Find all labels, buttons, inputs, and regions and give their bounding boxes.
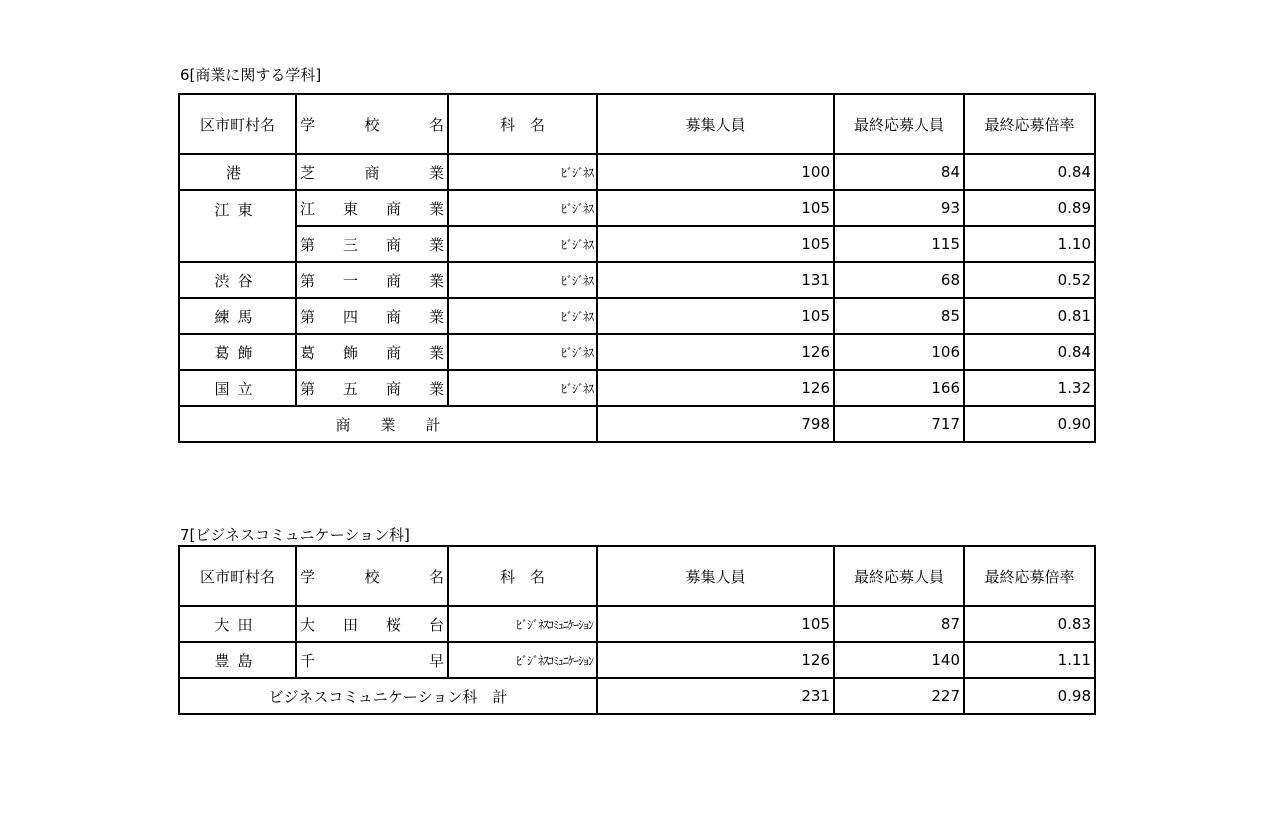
header-applicants: 最終応募人員 [834,546,964,606]
capacity-cell: 126 [597,370,834,406]
header-school [296,546,448,606]
school-cell [296,606,448,642]
header-municipality: 区市町村名 [179,546,296,606]
subject-cell: ﾋﾞｼﾞﾈｽ [448,334,597,370]
school-name: 芝商業 [300,163,444,182]
header-row [179,546,1095,606]
total-capacity: 798 [597,406,834,442]
commerce-table [178,93,1096,443]
school-name: 第三商業 [300,235,444,254]
school-cell [296,154,448,190]
capacity-cell: 105 [597,606,834,642]
subject-cell: ﾋﾞｼﾞﾈｽｺﾐｭﾆｹｰｼｮﾝ [448,642,597,678]
municipality-cell: 国立 [179,370,296,406]
municipality-cell: 江東 [179,190,296,262]
capacity-cell: 100 [597,154,834,190]
subject-cell: ﾋﾞｼﾞﾈｽｺﾐｭﾆｹｰｼｮﾝ [448,606,597,642]
municipality-cell: 豊島 [179,642,296,678]
school-name: 千早 [300,651,444,670]
ratio-cell: 0.83 [964,606,1095,642]
subject-cell: ﾋﾞｼﾞﾈｽ [448,190,597,226]
total-applicants: 227 [834,678,964,714]
total-row [179,406,1095,442]
table-row [179,642,1095,678]
total-applicants: 717 [834,406,964,442]
total-label: 商 業 計 [179,406,597,442]
applicants-cell: 68 [834,262,964,298]
school-cell [296,334,448,370]
subject-cell: ﾋﾞｼﾞﾈｽ [448,262,597,298]
ratio-cell: 0.81 [964,298,1095,334]
applicants-cell: 166 [834,370,964,406]
applicants-cell: 106 [834,334,964,370]
header-capacity: 募集人員 [597,546,834,606]
municipality-cell: 大田 [179,606,296,642]
capacity-cell: 126 [597,334,834,370]
school-name: 学校名 [300,567,444,586]
applicants-cell: 93 [834,190,964,226]
table-row [179,298,1095,334]
school-cell [296,190,448,226]
applicants-cell: 84 [834,154,964,190]
section-6-title: 6[商業に関する学科] [180,66,322,84]
header-applicants: 最終応募人員 [834,94,964,154]
business-communication-table [178,545,1096,715]
capacity-cell: 131 [597,262,834,298]
subject-cell: ﾋﾞｼﾞﾈｽ [448,370,597,406]
header-row [179,94,1095,154]
header-subject: 科 名 [448,94,597,154]
subject-cell: ﾋﾞｼﾞﾈｽ [448,226,597,262]
total-ratio: 0.90 [964,406,1095,442]
section-7-title: 7[ビジネスコミュニケーション科] [180,526,410,544]
school-name: 葛飾商業 [300,343,444,362]
ratio-cell: 1.32 [964,370,1095,406]
ratio-cell: 0.84 [964,154,1095,190]
table-row [179,334,1095,370]
applicants-cell: 87 [834,606,964,642]
header-ratio: 最終応募倍率 [964,94,1095,154]
school-name: 学校名 [300,115,444,134]
school-cell [296,226,448,262]
subject-cell: ﾋﾞｼﾞﾈｽ [448,298,597,334]
school-cell [296,262,448,298]
school-name: 第五商業 [300,379,444,398]
total-ratio: 0.98 [964,678,1095,714]
ratio-cell: 0.89 [964,190,1095,226]
header-capacity: 募集人員 [597,94,834,154]
applicants-cell: 140 [834,642,964,678]
subject-cell: ﾋﾞｼﾞﾈｽ [448,154,597,190]
school-cell [296,370,448,406]
school-name: 第一商業 [300,271,444,290]
ratio-cell: 1.10 [964,226,1095,262]
applicants-cell: 115 [834,226,964,262]
ratio-cell: 0.84 [964,334,1095,370]
municipality-cell: 渋谷 [179,262,296,298]
ratio-cell: 0.52 [964,262,1095,298]
header-school [296,94,448,154]
municipality-cell: 葛飾 [179,334,296,370]
table-row [179,262,1095,298]
total-label: ビジネスコミュニケーション科 計 [179,678,597,714]
table-row [179,154,1095,190]
capacity-cell: 105 [597,298,834,334]
capacity-cell: 126 [597,642,834,678]
municipality-cell: 港 [179,154,296,190]
table-row [179,226,1095,262]
table-row [179,370,1095,406]
header-ratio: 最終応募倍率 [964,546,1095,606]
header-municipality: 区市町村名 [179,94,296,154]
school-name: 第四商業 [300,307,444,326]
table-row [179,190,1095,226]
ratio-cell: 1.11 [964,642,1095,678]
capacity-cell: 105 [597,226,834,262]
table-row [179,606,1095,642]
municipality-cell: 練馬 [179,298,296,334]
school-cell [296,642,448,678]
school-cell [296,298,448,334]
capacity-cell: 105 [597,190,834,226]
total-capacity: 231 [597,678,834,714]
total-row [179,678,1095,714]
applicants-cell: 85 [834,298,964,334]
header-subject: 科 名 [448,546,597,606]
school-name: 大田桜台 [300,615,444,634]
school-name: 江東商業 [300,199,444,218]
